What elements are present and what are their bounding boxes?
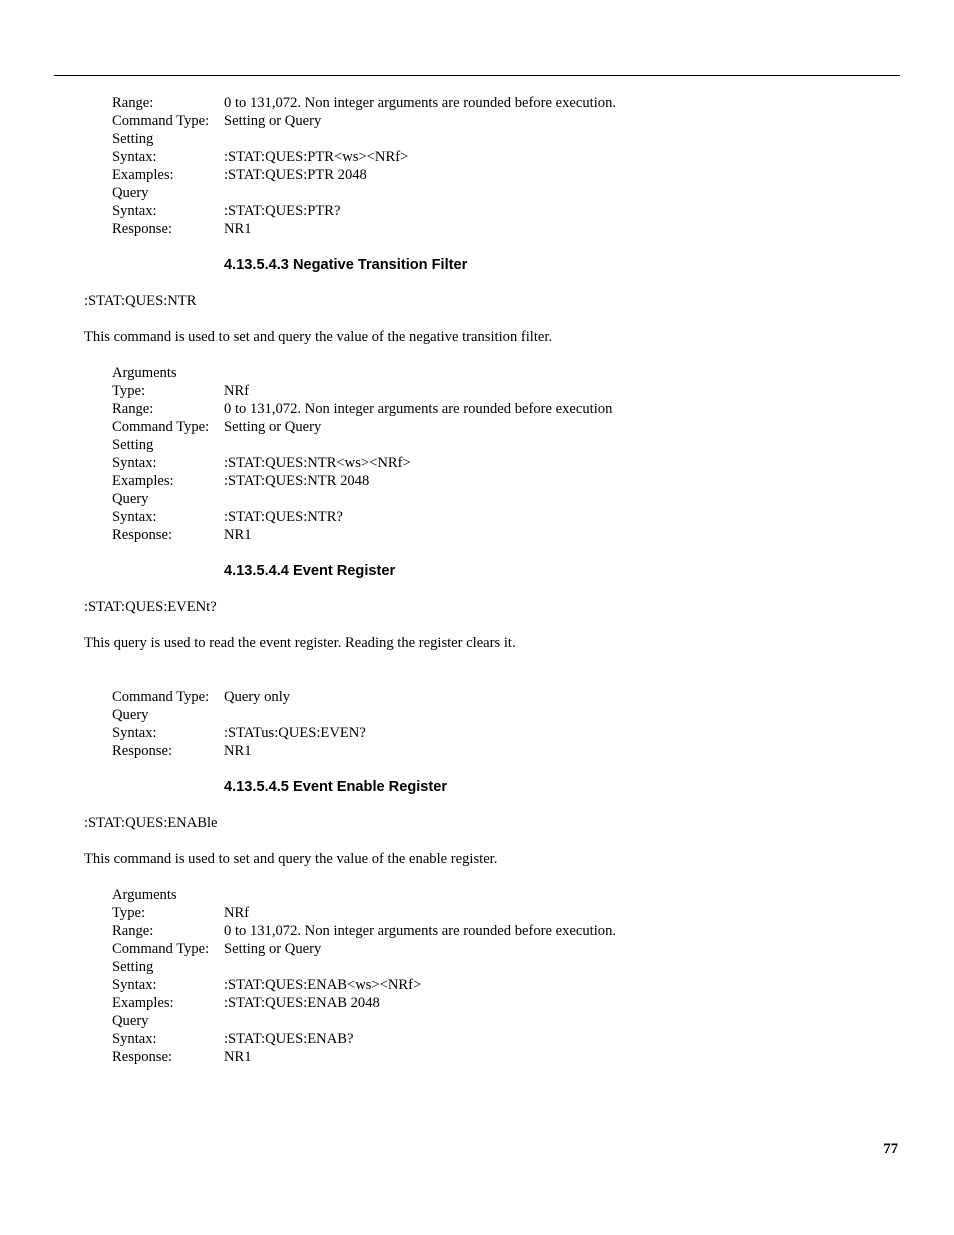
param-value: :STAT:QUES:PTR 2048 [224, 167, 367, 183]
param-label: Command Type: [112, 689, 210, 705]
param-value: NR1 [224, 221, 252, 237]
param-value: NRf [224, 905, 250, 921]
param-row [112, 94, 900, 112]
param-row [112, 472, 900, 490]
param-label: Query [112, 491, 149, 507]
page-number: 77 [883, 1141, 898, 1157]
param-value [224, 886, 900, 904]
param-label: Response: [112, 1049, 172, 1065]
param-label: Query [112, 707, 149, 723]
header-rule [54, 75, 900, 76]
param-label: Command Type: [112, 941, 210, 957]
param-label: Syntax: [112, 1031, 157, 1047]
param-label: Examples: [112, 167, 174, 183]
param-value: :STAT:QUES:PTR? [224, 203, 341, 219]
param-value [224, 130, 900, 148]
param-row [112, 958, 900, 976]
param-value [224, 490, 900, 508]
section-heading-ntr: 4.13.5.4.3 Negative Transition Filter [224, 257, 468, 273]
param-row [112, 526, 900, 544]
ntr-param-block [112, 364, 900, 544]
section-description: This command is used to set and query the value of the enable register. [84, 851, 498, 867]
param-row [112, 148, 900, 166]
param-row [112, 508, 900, 526]
param-label: Setting [112, 131, 154, 147]
param-row [112, 400, 900, 418]
param-row [112, 688, 900, 706]
param-row [112, 886, 900, 904]
param-value: 0 to 131,072. Non integer arguments are rounded before execution. [224, 95, 617, 111]
param-value [224, 1012, 900, 1030]
param-label: Setting [112, 437, 154, 453]
param-label: Examples: [112, 995, 174, 1011]
param-value: :STATus:QUES:EVEN? [224, 725, 366, 741]
param-row [112, 220, 900, 238]
param-row [112, 1048, 900, 1066]
param-row [112, 1012, 900, 1030]
param-row [112, 364, 900, 382]
param-row [112, 724, 900, 742]
param-label: Type: [112, 905, 146, 921]
param-value [224, 706, 900, 724]
param-value [224, 436, 900, 454]
param-row [112, 1030, 900, 1048]
section-heading-event-enable-register: 4.13.5.4.5 Event Enable Register [224, 779, 448, 795]
param-value: Query only [224, 689, 291, 705]
param-value: NR1 [224, 527, 252, 543]
param-label: Syntax: [112, 455, 157, 471]
section-heading-event-register: 4.13.5.4.4 Event Register [224, 563, 396, 579]
command-name: :STAT:QUES:ENABle [84, 815, 218, 831]
enable-param-block [112, 886, 900, 1066]
param-value [224, 958, 900, 976]
param-row [112, 994, 900, 1012]
param-row [112, 202, 900, 220]
param-value: Setting or Query [224, 941, 322, 957]
param-row [112, 112, 900, 130]
param-label: Query [112, 1013, 149, 1029]
param-row [112, 904, 900, 922]
param-row [112, 922, 900, 940]
param-label: Query [112, 185, 149, 201]
ptr-param-block [112, 94, 900, 238]
param-value: :STAT:QUES:NTR? [224, 509, 343, 525]
param-value: 0 to 131,072. Non integer arguments are rounded before execution. [224, 923, 617, 939]
param-value: NR1 [224, 743, 252, 759]
param-value: NR1 [224, 1049, 252, 1065]
param-label: Arguments [112, 365, 177, 381]
param-value: Setting or Query [224, 419, 322, 435]
section-description: This query is used to read the event register. Reading the register clears it. [84, 635, 516, 651]
param-row [112, 130, 900, 148]
param-row [112, 706, 900, 724]
param-label: Arguments [112, 887, 177, 903]
param-row [112, 490, 900, 508]
param-value: :STAT:QUES:ENAB? [224, 1031, 354, 1047]
param-label: Setting [112, 959, 154, 975]
param-row [112, 166, 900, 184]
command-name: :STAT:QUES:NTR [84, 293, 197, 309]
param-label: Syntax: [112, 509, 157, 525]
param-row [112, 976, 900, 994]
param-label: Range: [112, 95, 154, 111]
section-description: This command is used to set and query the value of the negative transition filter. [84, 329, 553, 345]
param-value: :STAT:QUES:PTR<ws><NRf> [224, 149, 409, 165]
param-label: Examples: [112, 473, 174, 489]
param-label: Syntax: [112, 977, 157, 993]
param-value: :STAT:QUES:ENAB<ws><NRf> [224, 977, 422, 993]
param-label: Command Type: [112, 113, 210, 129]
param-label: Type: [112, 383, 146, 399]
param-value: :STAT:QUES:NTR<ws><NRf> [224, 455, 411, 471]
param-row [112, 436, 900, 454]
param-row [112, 418, 900, 436]
param-value [224, 364, 900, 382]
param-value [224, 184, 900, 202]
param-label: Response: [112, 743, 172, 759]
param-label: Command Type: [112, 419, 210, 435]
param-label: Syntax: [112, 725, 157, 741]
param-value: :STAT:QUES:NTR 2048 [224, 473, 370, 489]
param-value: NRf [224, 383, 250, 399]
param-label: Syntax: [112, 149, 157, 165]
param-row [112, 184, 900, 202]
param-value: Setting or Query [224, 113, 322, 129]
param-row [112, 940, 900, 958]
param-value: :STAT:QUES:ENAB 2048 [224, 995, 380, 1011]
param-label: Response: [112, 527, 172, 543]
command-name: :STAT:QUES:EVENt? [84, 599, 217, 615]
param-value: 0 to 131,072. Non integer arguments are rounded before execution [224, 401, 613, 417]
page-content [84, 94, 900, 1066]
event-param-block [112, 688, 900, 760]
param-label: Range: [112, 401, 154, 417]
param-row [112, 742, 900, 760]
param-row [112, 382, 900, 400]
param-label: Syntax: [112, 203, 157, 219]
param-label: Range: [112, 923, 154, 939]
param-label: Response: [112, 221, 172, 237]
param-row [112, 454, 900, 472]
